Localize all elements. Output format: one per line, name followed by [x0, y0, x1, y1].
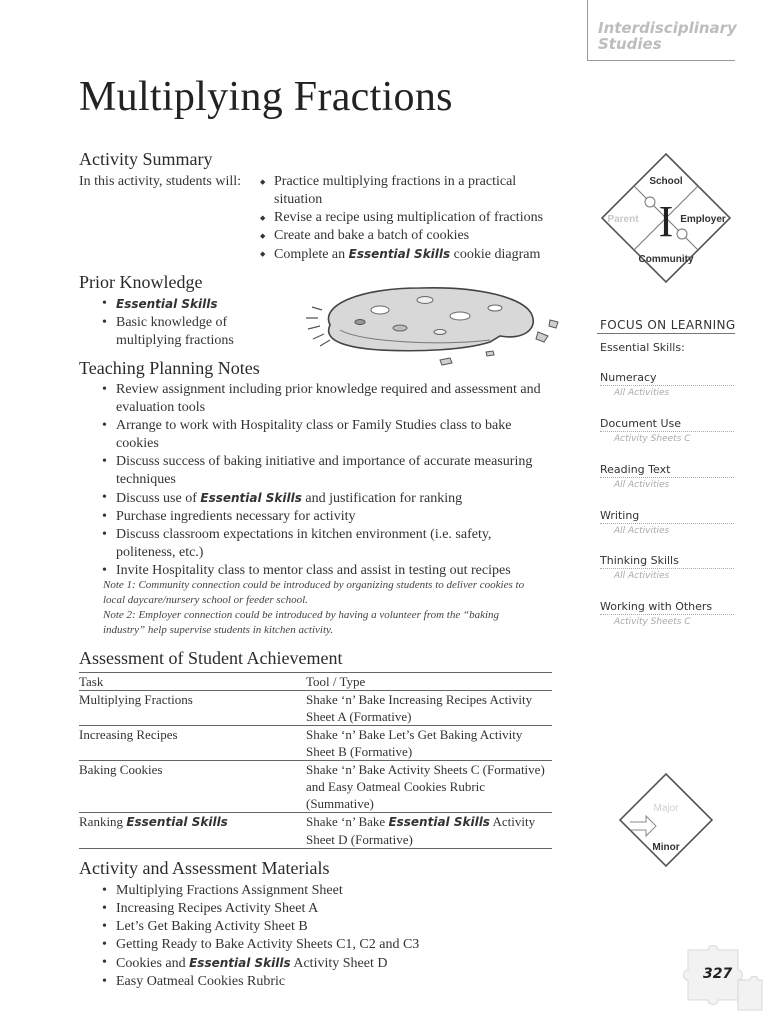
strand-label [598, 20, 737, 52]
skill-numeracy [600, 370, 734, 400]
skill-reading-text [600, 462, 734, 492]
tool-cell: Shake ‘n’ Bake Increasing Recipes Activity Sheet A (Formative) [306, 692, 533, 724]
focus-divider [597, 333, 735, 334]
note-2-line-2: industry” help supervise students in kitchen activity. [103, 624, 334, 636]
strand-line-2: Studies [598, 35, 662, 53]
note-2-line-1: Note 2: Employer connection could be introduced by having a volunteer from the “baking [103, 609, 500, 621]
skill-value: Activity Sheets C [614, 617, 691, 627]
task-cell: Baking Cookies [79, 762, 163, 777]
tool-cell: Shake ‘n’ Bake Essential Skills Activity Sheet D (Formative) [306, 814, 536, 847]
list-item: • Purchase ingredients necessary for activity [102, 508, 572, 526]
list-item: • Discuss use of Essential Skills and justification for ranking [102, 489, 572, 508]
list-item: • Multiplying Fractions Assignment Sheet [102, 882, 522, 900]
task-cell: Increasing Recipes [79, 727, 178, 742]
note-1-line-2: local daycare/nursery school or feeder school. [103, 594, 308, 606]
skill-thinking-skills [600, 553, 734, 583]
list-item: ◆ Create and bake a batch of cookies [260, 227, 580, 245]
list-item: • Review assignment including prior knowledge required and assessment and evaluation tools [102, 381, 572, 417]
page-number: 327 [703, 966, 733, 982]
teaching-notes-footnotes [103, 578, 563, 638]
activity-summary-heading: Activity Summary [79, 149, 213, 169]
skill-name: Thinking Skills [600, 553, 734, 569]
skill-value: All Activities [614, 388, 670, 398]
activity-summary-list [260, 173, 580, 264]
badge-label-minor: Minor [652, 842, 680, 853]
header-divider-vertical [587, 0, 588, 60]
prior-knowledge-list [102, 295, 302, 350]
note-1-line-1: Note 1: Community connection could be introduced by organizing students to deliver cookies to [103, 579, 525, 591]
tool-cell: Shake ‘n’ Bake Let’s Get Baking Activity Sheet B (Formative) [306, 727, 523, 759]
list-item: • Discuss success of baking initiative and importance of accurate measuring techniques [102, 453, 572, 489]
list-item: • Arrange to work with Hospitality class or Family Studies class to bake cookies [102, 417, 572, 453]
skill-document-use [600, 416, 734, 446]
skill-value: All Activities [614, 571, 670, 581]
list-item: ◆ Practice multiplying fractions in a practical situation [260, 173, 580, 209]
list-item: • Getting Ready to Bake Activity Sheets C1, C2 and C3 [102, 936, 522, 954]
skill-value: Activity Sheets C [614, 434, 691, 444]
skill-value: All Activities [614, 526, 670, 536]
task-cell: Multiplying Fractions [79, 692, 193, 707]
list-item: • Discuss classroom expectations in kitchen environment (i.e. safety, politeness, etc.) [102, 526, 572, 562]
list-item: • Easy Oatmeal Cookies Rubric [102, 973, 522, 991]
col-header-task: Task [79, 674, 104, 689]
logo-label-parent: Parent [607, 214, 639, 225]
materials-heading: Activity and Assessment Materials [79, 858, 330, 878]
list-item: ◆ Complete an Essential Skills cookie diagram [260, 245, 580, 264]
skill-name: Writing [600, 508, 734, 524]
assessment-table [79, 672, 552, 849]
logo-label-employer: Employer [680, 214, 726, 225]
list-item: • Cookies and Essential Skills Activity Sheet D [102, 954, 522, 973]
prior-knowledge-heading: Prior Knowledge [79, 272, 203, 292]
list-item: • Basic knowledge of multiplying fractions [102, 314, 302, 350]
list-item: ◆ Revise a recipe using multiplication of fractions [260, 209, 580, 227]
community-puzzle-logo [598, 150, 734, 286]
table-row [79, 726, 552, 761]
skill-value: All Activities [614, 480, 670, 490]
table-header-row [79, 672, 552, 691]
list-item: • Let’s Get Baking Activity Sheet B [102, 918, 522, 936]
table-row [79, 813, 552, 849]
list-item: • Essential Skills [102, 295, 302, 314]
task-cell: Ranking Essential Skills [79, 814, 228, 829]
skill-name: Reading Text [600, 462, 734, 478]
skill-name: Numeracy [600, 370, 734, 386]
teaching-notes-heading: Teaching Planning Notes [79, 358, 260, 378]
activity-summary-intro: In this activity, students will: [79, 174, 242, 189]
table-row [79, 691, 552, 726]
tool-cell: Shake ‘n’ Bake Activity Sheets C (Formative) and Easy Oatmeal Cookies Rubric (Summative) [306, 762, 545, 811]
list-item: • Invite Hospitality class to mentor class and assist in testing out recipes [102, 562, 572, 580]
teaching-notes-list [102, 381, 572, 580]
skill-writing [600, 508, 734, 538]
strand-line-1: Interdisciplinary [598, 19, 737, 37]
skill-working-with-others [600, 599, 734, 629]
page-title: Multiplying Fractions [79, 74, 453, 120]
list-item: • Increasing Recipes Activity Sheet A [102, 900, 522, 918]
cookie-illustration [300, 280, 565, 370]
badge-label-major: Major [653, 803, 679, 814]
logo-label-community: Community [638, 254, 694, 265]
col-header-tool: Tool / Type [306, 674, 366, 689]
header-divider-horizontal [587, 60, 735, 61]
focus-title: FOCUS ON LEARNING [600, 318, 736, 332]
skill-name: Working with Others [600, 599, 734, 615]
skill-name: Document Use [600, 416, 734, 432]
table-row [79, 761, 552, 813]
logo-center-letter: I [658, 197, 674, 246]
focus-essential-skills-label: Essential Skills: [600, 341, 685, 354]
materials-list [102, 882, 522, 991]
assessment-heading: Assessment of Student Achievement [79, 648, 343, 668]
logo-label-school: School [649, 176, 683, 187]
major-minor-badge [616, 770, 716, 870]
